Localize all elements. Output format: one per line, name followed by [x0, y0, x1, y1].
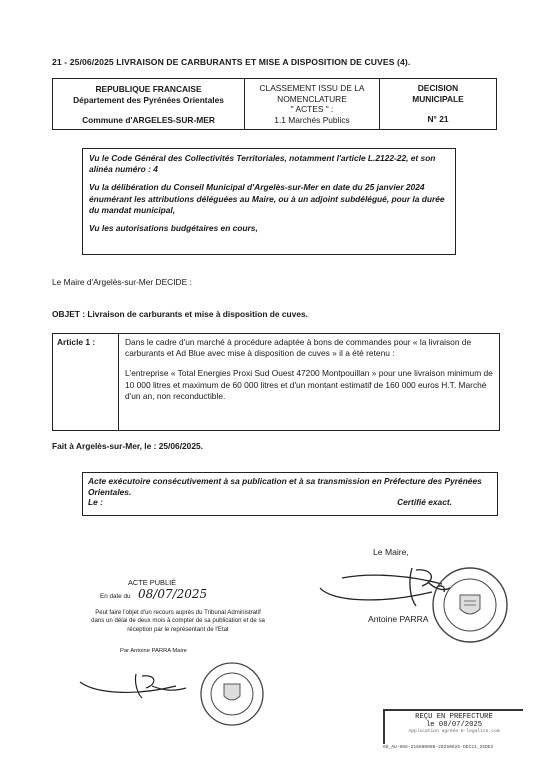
header-numero: N° 21: [427, 114, 449, 124]
maire-decide: Le Maire d'Argelès-sur-Mer DECIDE :: [52, 277, 192, 287]
visas-box: [82, 148, 456, 255]
recours-notice: Peut faire l'objet d'un recours auprès du Tribunal Administratif dans un délai de deux mois à compter de sa publication et de sa réception par le représentant de l'Etat: [91, 609, 265, 633]
header-municipale: MUNICIPALE: [412, 94, 464, 104]
header-commune-cell: [53, 79, 245, 129]
header-decision: DECISION: [417, 83, 459, 93]
article-label: Article 1 :: [53, 334, 119, 430]
certifie-exact: Certifié exact.: [397, 497, 452, 507]
recu-date: le 08/07/2025: [425, 721, 483, 729]
header-marches: 1.1 Marchés Publics: [274, 114, 350, 125]
header-nomenclature: NOMENCLATURE: [277, 93, 347, 104]
executoire-text: Acte exécutoire consécutivement à sa publication et à sa transmission en Préfecture des Pyrénées Orientales.: [88, 476, 482, 497]
visa-deliberation: Vu la délibération du Conseil Municipal d'Argelès-sur-Mer en date du 25 janvier 2024 énumérant les attributions déléguées au Maire, ou à un adjoint subdélégué, pour la durée du mandat municipal,: [89, 182, 445, 215]
header-commune: Commune d'ARGELES-SUR-MER: [82, 115, 215, 125]
signed-by-label: Par Antoine PARRA Maire: [120, 648, 187, 654]
article-paragraph-2: L'entreprise « Total Energies Proxi Sud Ouest 47200 Montpouillan » pour une livraison minimum de 10 000 litres et maximum de 60 000 litres et d'un montant estimatif de 160 000 euros H.T. Marché d'un an, non reconductible.: [125, 368, 493, 401]
header-actes: " ACTES " :: [290, 104, 334, 114]
acte-reference-id: 66_AU-066-216600080-20250625-DEC21_25DE2: [383, 745, 494, 750]
executoire-box: [82, 472, 498, 516]
mayor-name: Antoine PARRA: [368, 614, 429, 624]
objet-line: OBJET : Livraison de carburants et mise à disposition de cuves.: [52, 309, 308, 319]
recu-title: REÇU EN PREFECTURE: [415, 713, 493, 721]
town-seal-small-icon: [198, 660, 266, 728]
fait-a-line: Fait à Argelès-sur-Mer, le : 25/06/2025.: [52, 441, 203, 451]
visa-cgct: Vu le Code Général des Collectivités Territoriales, notamment l'article L.2122-22, et son alinéa numéro : 4: [89, 153, 436, 175]
publication-signature: [76, 664, 196, 704]
header-departement: Département des Pyrénées Orientales: [73, 95, 224, 105]
publication-date-handwritten: 08/07/2025: [138, 587, 208, 601]
recu-application: Application agréée E-legalite.com: [408, 729, 500, 734]
article-paragraph-1: Dans le cadre d'un marché à procédure adaptée à bons de commandes pour « la livraison de carburants et Ad Blue avec mise à disposition de cuves » il a été retenu :: [125, 337, 472, 359]
le-maire-label: Le Maire,: [373, 547, 409, 557]
header-classement: CLASSEMENT ISSU DE LA: [259, 83, 365, 93]
executoire-le: Le :: [88, 497, 103, 507]
header-decision-cell: [380, 79, 496, 129]
en-date-label: En date du: [100, 593, 131, 600]
acte-publie-heading: ACTE PUBLIÉ: [128, 578, 177, 587]
header-classement-cell: [245, 79, 380, 129]
article-table: [52, 333, 500, 431]
header-republique: REPUBLIQUE FRANCAISE: [95, 84, 202, 94]
visa-budget: Vu les autorisations budgétaires en cours,: [89, 223, 258, 234]
header-table: [52, 78, 497, 130]
town-seal-icon: [430, 565, 510, 645]
document-title: 21 - 25/06/2025 LIVRAISON DE CARBURANTS ET MISE A DISPOSITION DE CUVES (4).: [52, 57, 411, 67]
article-text: [119, 334, 499, 430]
prefecture-receipt-stamp: [383, 709, 523, 744]
